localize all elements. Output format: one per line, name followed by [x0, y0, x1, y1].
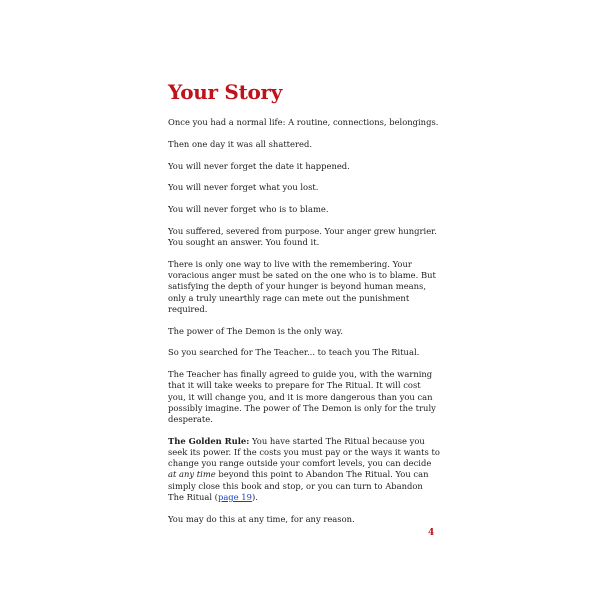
golden-rule-text: beyond this point to Abandon The Ritual. You can simply close this book and stop, or you can turn to Abandon The Ritual (	[168, 469, 429, 502]
paragraph: There is only one way to live with the remembering. Your voracious anger must be sated on the one who is to blame. But satisfying the depth of your hunger is beyond human means, only a truly unearthly rage can mete out the punishment required.	[168, 258, 436, 314]
paragraph: You will never forget the date it happened.	[168, 160, 350, 171]
golden-rule-paragraph	[168, 436, 440, 503]
golden-rule-emphasis: at any time	[168, 469, 216, 480]
golden-rule-text: ).	[251, 491, 258, 502]
page-title: Your Story	[168, 80, 283, 104]
paragraph: You will never forget what you lost.	[168, 182, 319, 193]
paragraph: The Teacher has finally agreed to guide you, with the warning that it will take weeks to prepare for The Ritual. It will cost you, it will change you, and it is more dangerous than you can possibly imagine. The power of The Demon is only for the truly desperate.	[168, 369, 436, 424]
closing-paragraph: You may do this at any time, for any reason.	[168, 513, 355, 524]
paragraph: You suffered, severed from purpose. Your anger grew hungrier. You sought an answer. You found it.	[168, 225, 437, 248]
paragraph: So you searched for The Teacher... to teach you The Ritual.	[168, 347, 420, 358]
paragraph: You will never forget who is to blame.	[168, 204, 329, 215]
golden-rule-label: The Golden Rule:	[168, 435, 250, 446]
abandon-ritual-page-link[interactable]: page 19	[217, 491, 252, 502]
page-number: 4	[428, 528, 435, 538]
paragraph: The power of The Demon is the only way.	[168, 325, 343, 336]
paragraph: Once you had a normal life: A routine, connections, belongings.	[168, 117, 439, 127]
golden-rule-text: You have started The Ritual because you seek its power. If the costs you must pay or the ways it wants to change you range outside your comfort levels, you can decide	[168, 435, 440, 469]
paragraph: Then one day it was all shattered.	[168, 138, 312, 149]
page-content	[168, 80, 440, 535]
